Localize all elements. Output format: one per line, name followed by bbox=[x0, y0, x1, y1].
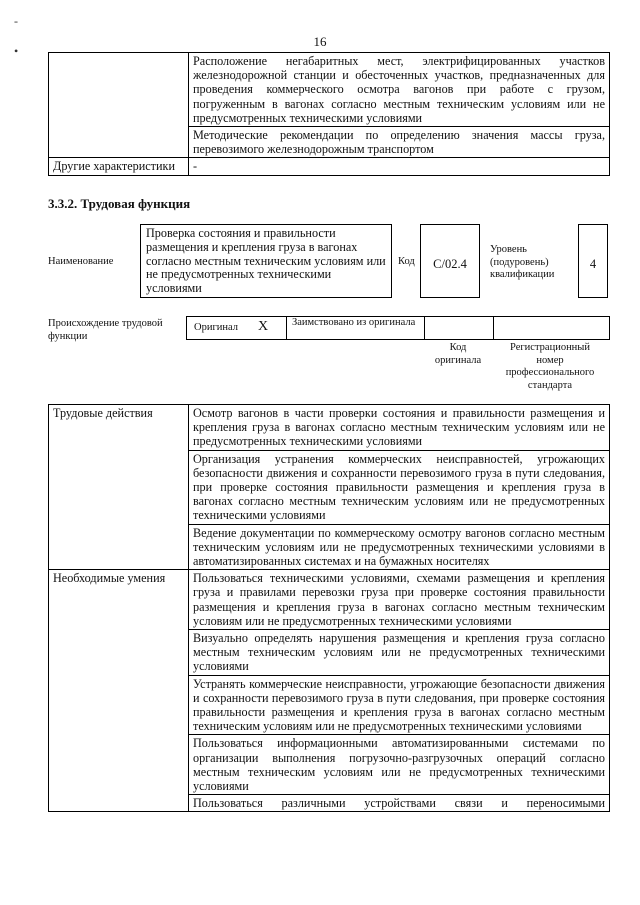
list-item: Пользоваться техническими условиями, схемами размещения и крепления груза и правилами перевозки груза при проверке состояния правильности размещения и крепления груза в вагонах согласно местным техническим условиям или не предусмотренных техническими условиями bbox=[189, 570, 610, 630]
table-row bbox=[49, 570, 610, 630]
level-label: Уровень (подуровень) квалификации bbox=[490, 244, 555, 280]
group-label-skills: Необходимые умения bbox=[49, 570, 189, 812]
original-mark: X bbox=[258, 319, 269, 334]
top-table bbox=[48, 52, 610, 176]
borrowed-divider bbox=[286, 316, 287, 340]
code-original-caption: Код оригинала bbox=[434, 342, 482, 366]
code-box bbox=[420, 224, 480, 298]
level-box bbox=[578, 224, 608, 298]
code-original-cell bbox=[424, 316, 494, 340]
table-cell: Расположение негабаритных мест, электрифицированных участков железнодорожной станции и обесточенных участков, предназначенных для проведения коммерческого осмотра вагонов при работе с грузом, погруженным в вагонах согласно местным техническим условиям или не предусмотренных техническими условиями bbox=[189, 53, 610, 127]
function-name: Проверка состояния и правильности размещения и крепления груза в вагонах согласно местным техническим условиям или не предусмотренных техническими условиями bbox=[146, 226, 386, 296]
main-table bbox=[48, 404, 610, 812]
table-row bbox=[49, 405, 610, 451]
section-title: 3.3.2. Трудовая функция bbox=[48, 196, 191, 211]
list-item: Визуально определять нарушения размещения и крепления груза согласно местным техническим условиям или не предусмотренных техническими условиями bbox=[189, 630, 610, 676]
table-label-cell: Другие характеристики bbox=[49, 158, 189, 175]
table-row bbox=[49, 158, 610, 175]
page-number: 16 bbox=[313, 34, 327, 49]
reg-number-caption: Регистрационный номер профессионального стандарта bbox=[505, 342, 595, 391]
borrowed-label: Заимствовано из оригинала bbox=[292, 317, 416, 328]
code-label: Код bbox=[398, 256, 415, 267]
list-item: Осмотр вагонов в части проверки состояния и правильности размещения и крепления груза в вагонах согласно местным техническим условиям или не предусмотренных техническими условиями bbox=[189, 405, 610, 451]
margin-mark-dot: • bbox=[14, 44, 19, 58]
origin-label: Происхождение трудовой функции bbox=[48, 318, 163, 342]
original-label: Оригинал bbox=[194, 322, 238, 333]
list-item: Пользоваться различными устройствами связи и переносимыми bbox=[189, 795, 610, 812]
table-row bbox=[49, 53, 610, 127]
list-item: Пользоваться информационными автоматизированными системами по организации выполнения погрузочно-разгрузочных операций согласно местным техническим условиям или не предусмотренных техническими условиями bbox=[189, 735, 610, 795]
function-name-box bbox=[140, 224, 392, 298]
table-cell: - bbox=[189, 158, 610, 175]
table-cell: Методические рекомендации по определению значения массы груза, перевозимого железнодорожным транспортом bbox=[189, 127, 610, 158]
level-value: 4 bbox=[589, 257, 597, 271]
table-label-cell bbox=[49, 53, 189, 158]
margin-mark-dash: - bbox=[14, 14, 18, 28]
list-item: Ведение документации по коммерческому осмотру вагонов согласно местным техническим условиям или не предусмотренных техническими условиями в автоматизированных системах и на бумажных носителях bbox=[189, 524, 610, 570]
name-label: Наименование bbox=[48, 256, 114, 267]
list-item: Устранять коммерческие неисправности, угрожающие безопасности движения и сохранности перевозимого груза в пути следования, при проверке состояния правильности размещения и крепления груза в вагонах согласно местным техническим условиям или не предусмотренных техническими условиями bbox=[189, 675, 610, 735]
group-label-actions: Трудовые действия bbox=[49, 405, 189, 570]
list-item: Организация устранения коммерческих неисправностей, угрожающих безопасности движения и сохранности перевозимого груза в пути следования, при проверке состояния правильности размещения и крепления груза в вагонах согласно местным техническим условиям или не предусмотренных техническими условиями bbox=[189, 450, 610, 524]
code-value: С/02.4 bbox=[433, 257, 467, 271]
